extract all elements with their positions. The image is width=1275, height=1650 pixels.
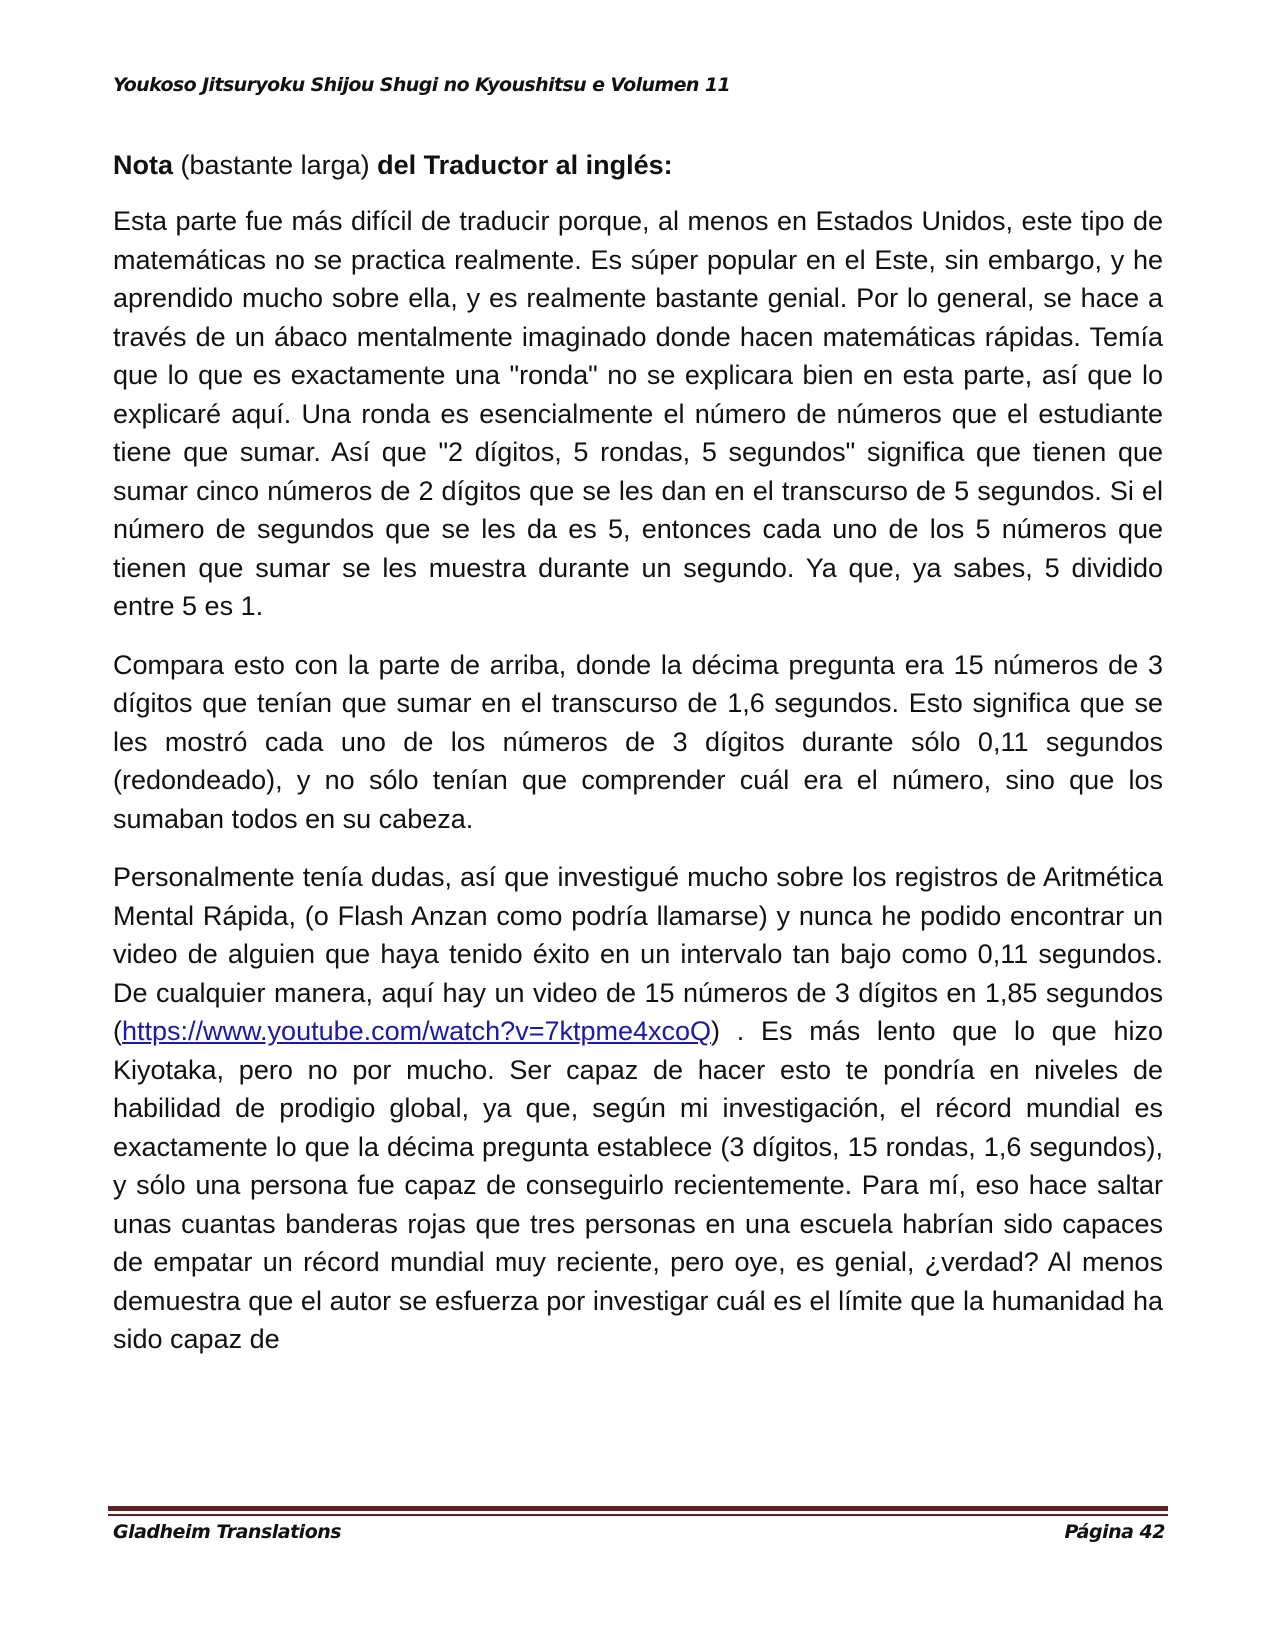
paragraph-1: Esta parte fue más difícil de traducir porque, al menos en Estados Unidos, este tipo de matemáticas no se practica realmente. Es súper popular en el Este, sin embargo, y he aprendido mucho sobre ella, y es realmente bastante genial. Por lo general, se hace a través de un ábaco mentalmente imaginado donde hacen matemáticas rápidas. Temía que lo que es exactamente una "ronda" no se explicara bien en esta parte, así que lo explicaré aquí. Una ronda es esencialmente el número de números que el estudiante tiene que sumar. Así que "2 dígitos, 5 rondas, 5 segundos" significa que tienen que sumar cinco números de 2 dígitos que se les dan en el transcurso de 5 segundos. Si el número de segundos que se les da es 5, entonces cada uno de los 5 números que tienen que sumar se les muestra durante un segundo. Ya que, ya sabes, 5 dividido entre 5 es 1. — [113, 206, 1163, 621]
footer-rule-thick — [108, 1506, 1168, 1511]
note-heading — [113, 146, 1163, 184]
footer-rule-thin — [108, 1514, 1168, 1516]
note-heading-bold-2: del Traductor al inglés: — [377, 150, 673, 180]
paragraph-2: Compara esto con la parte de arriba, donde la décima pregunta era 15 números de 3 dígitos que tenían que sumar en el transcurso de 1,6 segundos. Esto significa que se les mostró cada uno de los números de 3 dígitos durante sólo 0,11 segundos (redondeado), y no sólo tenían que comprender cuál era el número, sino que los sumaban todos en su cabeza. — [113, 649, 1163, 834]
page-content — [113, 146, 1163, 1379]
running-header-title: Youkoso Jitsuryoku Shijou Shugi no Kyoushitsu e Volumen 11 — [113, 74, 731, 96]
footer-page-number: Página 42 — [1064, 1521, 1165, 1543]
paragraph-3-text-before-link: Personalmente tenía dudas, así que investigué mucho sobre los registros de Aritmética Mental Rápida, (o Flash Anzan como podría llamarse) y nunca he podido encontrar un video de alguien que haya tenido éxito en un intervalo tan bajo como 0,11 segundos. De cualquier manera, aquí hay un video de 15 números de 3 dígitos en 1,85 segundos ( — [113, 862, 1163, 1046]
paragraph-3 — [113, 858, 1163, 1359]
youtube-video-link[interactable]: https://www.youtube.com/watch?v=7ktpme4xcoQ — [122, 1016, 712, 1046]
note-heading-normal: (bastante larga) — [173, 150, 378, 180]
footer-publisher: Gladheim Translations — [113, 1521, 342, 1543]
paragraph-3-text-after-link: ) . Es más lento que lo que hizo Kiyotaka, pero no por mucho. Ser capaz de hacer esto te pondría en niveles de habilidad de prodigio global, ya que, según mi investigación, el récord mundial es exactamente lo que la décima pregunta establece (3 dígitos, 15 rondas, 1,6 segundos), y sólo una persona fue capaz de conseguirlo recientemente. Para mí, eso hace saltar unas cuantas banderas rojas que tres personas en una escuela habrían sido capaces de empatar un récord mundial muy reciente, pero oye, es genial, ¿verdad? Al menos demuestra que el autor se esfuerza por investigar cuál es el límite que la humanidad ha sido capaz de — [113, 1016, 1163, 1354]
note-heading-bold-1: Nota — [113, 150, 173, 180]
